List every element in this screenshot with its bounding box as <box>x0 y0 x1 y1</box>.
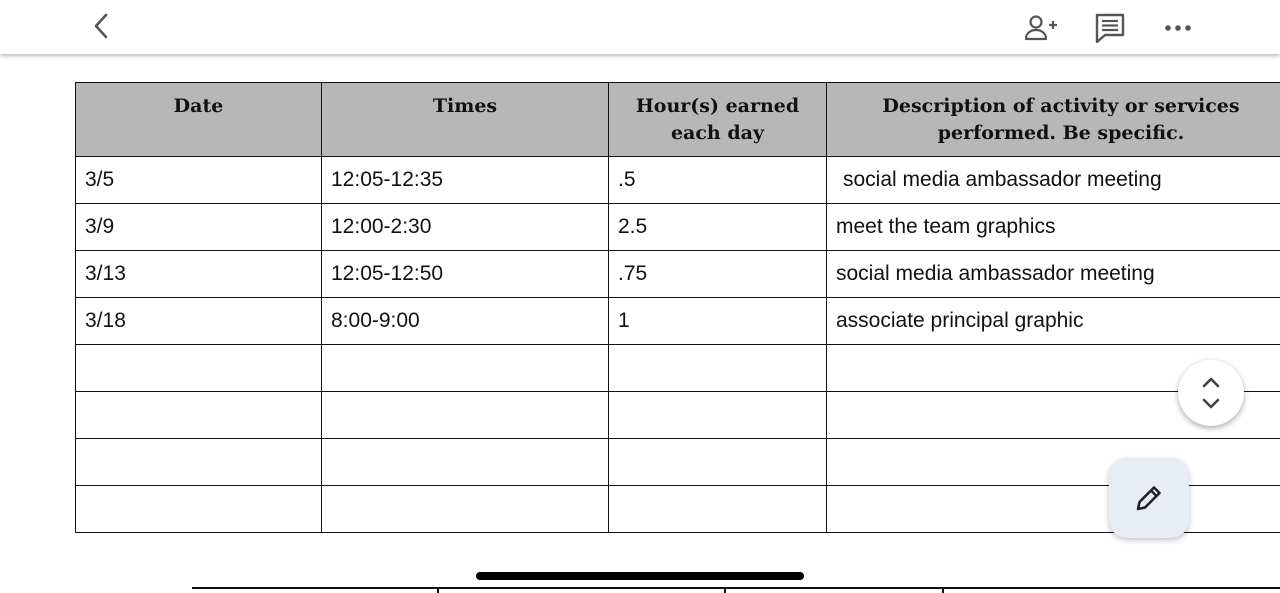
next-table-divider <box>437 589 439 593</box>
cell-hours[interactable] <box>609 392 827 439</box>
table-row <box>76 486 1280 533</box>
back-button[interactable] <box>84 8 120 44</box>
cell-times[interactable] <box>322 439 609 486</box>
table-header-row <box>76 83 1280 157</box>
cell-times[interactable]: 8:00-9:00 <box>322 298 609 345</box>
table-row <box>76 392 1280 439</box>
header-times: Times <box>322 83 609 157</box>
cell-hours[interactable] <box>609 439 827 486</box>
chevron-left-icon <box>92 12 112 40</box>
cell-times[interactable]: 12:05-12:50 <box>322 251 609 298</box>
cell-date[interactable]: 3/9 <box>76 204 322 251</box>
next-table-divider <box>724 589 726 593</box>
scroll-up-down-icon <box>1200 374 1222 412</box>
cell-times[interactable] <box>322 345 609 392</box>
table-row <box>76 204 1280 251</box>
cell-hours[interactable]: .75 <box>609 251 827 298</box>
header-description: Description of activity or services performed. Be specific. <box>827 83 1280 157</box>
scroll-navigation-button[interactable] <box>1178 360 1244 426</box>
table-row <box>76 439 1280 486</box>
table-row <box>76 345 1280 392</box>
cell-date[interactable] <box>76 439 322 486</box>
cell-date[interactable] <box>76 392 322 439</box>
cell-description[interactable]: associate principal graphic <box>827 298 1280 345</box>
more-options-button[interactable] <box>1156 8 1200 48</box>
cell-description[interactable]: social media ambassador meeting <box>827 157 1280 204</box>
cell-date[interactable]: 3/13 <box>76 251 322 298</box>
pencil-icon <box>1132 481 1166 515</box>
comment-icon <box>1095 13 1125 43</box>
cell-description[interactable] <box>827 486 1280 533</box>
cell-description[interactable] <box>827 439 1280 486</box>
cell-hours[interactable] <box>609 486 827 533</box>
cell-description[interactable]: social media ambassador meeting <box>827 251 1280 298</box>
top-app-bar <box>0 0 1280 54</box>
person-add-icon <box>1022 13 1058 43</box>
cell-hours[interactable] <box>609 345 827 392</box>
header-hours-earned: Hour(s) earned each day <box>609 83 827 157</box>
cell-times[interactable]: 12:00-2:30 <box>322 204 609 251</box>
comments-button[interactable] <box>1088 8 1132 48</box>
cell-times[interactable]: 12:05-12:35 <box>322 157 609 204</box>
table-row <box>76 298 1280 345</box>
cell-date[interactable]: 3/5 <box>76 157 322 204</box>
table-row <box>76 157 1280 204</box>
more-horizontal-icon <box>1164 23 1192 33</box>
next-table-divider <box>942 589 944 593</box>
cell-hours[interactable]: 2.5 <box>609 204 827 251</box>
share-add-people-button[interactable] <box>1018 8 1062 48</box>
home-indicator[interactable] <box>476 572 804 580</box>
cell-hours[interactable]: .5 <box>609 157 827 204</box>
cell-date[interactable]: 3/18 <box>76 298 322 345</box>
table-row <box>76 251 1280 298</box>
activity-log-table <box>75 82 1280 533</box>
cell-date[interactable] <box>76 486 322 533</box>
next-table-border <box>192 587 1280 593</box>
cell-date[interactable] <box>76 345 322 392</box>
cell-hours[interactable]: 1 <box>609 298 827 345</box>
cell-times[interactable] <box>322 486 609 533</box>
edit-button[interactable] <box>1109 458 1189 538</box>
cell-times[interactable] <box>322 392 609 439</box>
header-date: Date <box>76 83 322 157</box>
cell-description[interactable]: meet the team graphics <box>827 204 1280 251</box>
